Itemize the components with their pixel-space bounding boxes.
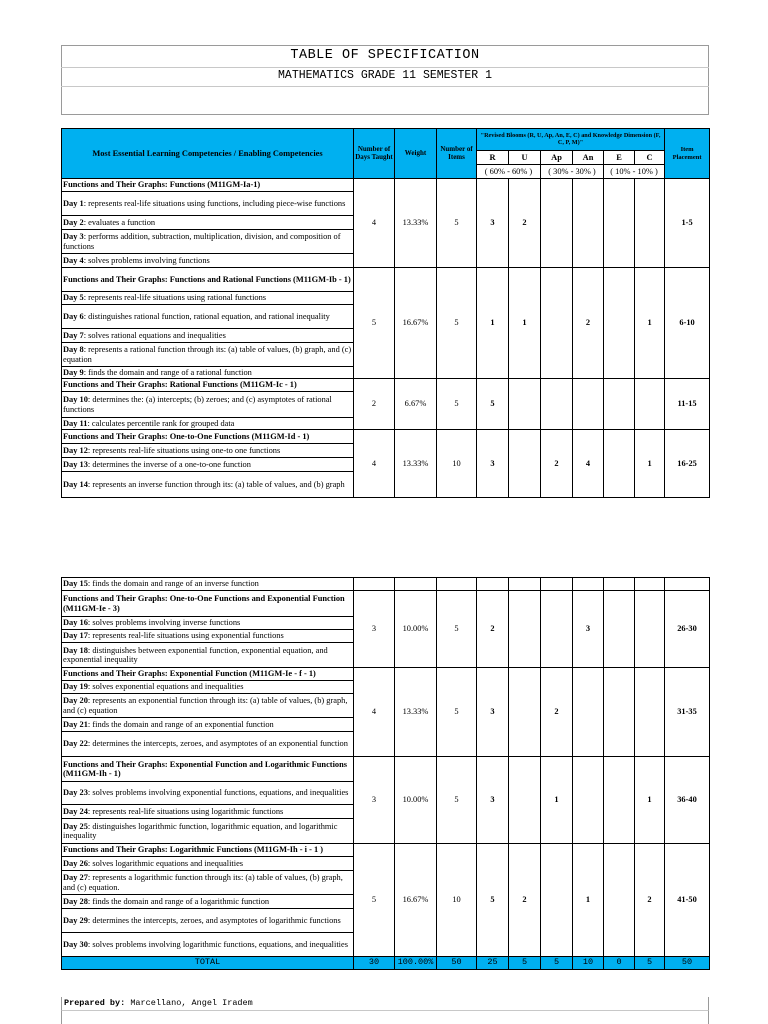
day-text: : solves exponential equations and inequalities <box>87 682 244 692</box>
competency-day <box>62 292 354 305</box>
empty-cell <box>395 578 437 591</box>
section-title: Functions and Their Graphs: Exponential Function (M11GM-Ie - f - 1) <box>62 668 354 681</box>
level-u <box>509 668 541 757</box>
day-label: Day 14 <box>63 479 88 489</box>
level-r: 3 <box>477 668 509 757</box>
day-label: Day 24 <box>63 806 88 816</box>
number-of-items: 10 <box>437 430 477 498</box>
table-row <box>62 379 710 392</box>
competency-day <box>62 805 354 819</box>
day-label: Day 3 <box>63 232 84 242</box>
day-text: : solves logarithmic equations and inequalities <box>87 858 244 868</box>
prepared-label: Prepared by: <box>64 998 126 1008</box>
item-placement: 36-40 <box>665 757 710 844</box>
level-ap: 1 <box>541 757 573 844</box>
level-an: 1 <box>573 844 604 957</box>
pct-average: ( 30% - 30% ) <box>541 165 604 179</box>
number-of-items: 5 <box>437 179 477 268</box>
days-taught: 2 <box>354 379 395 430</box>
day-label: Day 6 <box>63 311 84 321</box>
day-text: : finds the domain and range of a rational function <box>83 367 252 377</box>
section-title: Functions and Their Graphs: Exponential Function and Logarithmic Functions (M11GM-Ih - 1) <box>62 757 354 782</box>
day-label: Day 22 <box>63 739 88 749</box>
level-an <box>573 179 604 268</box>
number-of-items: 5 <box>437 668 477 757</box>
day-text: : solves problems involving inverse functions <box>87 618 241 628</box>
number-of-items: 5 <box>437 591 477 668</box>
day-text: : solves rational equations and inequalities <box>83 330 226 340</box>
competency-day <box>62 367 354 379</box>
level-r: 3 <box>477 757 509 844</box>
day-text: : distinguishes between exponential function, exponential equation, and exponential inequality <box>63 645 328 664</box>
day-label: Day 7 <box>63 330 84 340</box>
competency-day <box>62 782 354 805</box>
day-text: : represents an exponential function through its: (a) table of values, (b) graph, and (c) equation <box>63 696 348 715</box>
level-r: 1 <box>477 268 509 379</box>
number-of-items: 5 <box>437 379 477 430</box>
day-text: : distinguishes rational function, rational equation, and rational inequality <box>83 311 330 321</box>
day-text: : represents real-life situations using one-to one functions <box>87 445 281 455</box>
day-text: : calculates percentile rank for grouped data <box>87 418 235 428</box>
total-r: 25 <box>477 957 509 970</box>
section-title: Functions and Their Graphs: One-to-One Functions and Exponential Function (M11GM-Ie - 3) <box>62 591 354 617</box>
competency-day <box>62 343 354 367</box>
day-label: Day 26 <box>63 858 88 868</box>
day-label: Day 16 <box>63 618 88 628</box>
level-e <box>604 179 635 268</box>
competency-day <box>62 694 354 718</box>
item-placement: 41-50 <box>665 844 710 957</box>
total-u: 5 <box>509 957 541 970</box>
pct-easy: ( 60% - 60% ) <box>477 165 541 179</box>
level-e <box>604 430 635 498</box>
day-text: : represents real-life situations using logarithmic functions <box>87 806 284 816</box>
level-ap: Ap <box>541 151 573 165</box>
day-text: : represents real-life situations using exponential functions <box>87 631 284 641</box>
level-e: E <box>604 151 635 165</box>
empty-cell <box>635 578 665 591</box>
prepared-by <box>61 997 709 1011</box>
total-e: 0 <box>604 957 635 970</box>
weight: 6.67% <box>395 379 437 430</box>
day-label: Day 13 <box>63 459 88 469</box>
weight: 10.00% <box>395 757 437 844</box>
competency-day <box>62 732 354 757</box>
section-title: Functions and Their Graphs: Functions (M11GM-Ia-1) <box>62 179 354 192</box>
day-label: Day 12 <box>63 445 88 455</box>
day-text: : finds the domain and range of an exponential function <box>87 719 274 729</box>
day-text: : performs addition, subtraction, multiplication, division, and composition of functions <box>63 232 341 251</box>
page-gap <box>61 512 709 576</box>
day-label: Day 29 <box>63 915 88 925</box>
total-row <box>62 957 710 970</box>
day-text: : determines the intercepts, zeroes, and asymptotes of an exponential function <box>87 739 348 749</box>
total-items: 50 <box>437 957 477 970</box>
competency-day <box>62 192 354 216</box>
item-placement: 1-5 <box>665 179 710 268</box>
level-ap <box>541 268 573 379</box>
level-an <box>573 757 604 844</box>
competency-day <box>62 418 354 430</box>
total-label: TOTAL <box>62 957 354 970</box>
level-u: U <box>509 151 541 165</box>
competency-day <box>62 718 354 732</box>
level-c: 1 <box>635 430 665 498</box>
total-weight: 100.00% <box>395 957 437 970</box>
day-label: Day 11 <box>63 418 88 428</box>
competency-day <box>62 230 354 254</box>
pct-difficult: ( 10% - 10% ) <box>604 165 665 179</box>
table-row <box>62 179 710 192</box>
level-an: An <box>573 151 604 165</box>
day-label: Day 1 <box>63 198 84 208</box>
day-text: : finds the domain and range of an inverse function <box>87 579 259 589</box>
competency-day <box>62 216 354 230</box>
level-c <box>635 591 665 668</box>
day-text: : represents real-life situations using functions, including piece-wise functions <box>83 198 346 208</box>
level-u <box>509 430 541 498</box>
level-u: 2 <box>509 179 541 268</box>
day-label: Day 18 <box>63 645 88 655</box>
competency-day <box>62 578 354 591</box>
level-u <box>509 379 541 430</box>
level-an <box>573 668 604 757</box>
level-c <box>635 668 665 757</box>
competency-day <box>62 630 354 643</box>
competency-day <box>62 458 354 472</box>
competency-day <box>62 643 354 668</box>
header-competencies: Most Essential Learning Competencies / Enabling Competencies <box>62 129 354 179</box>
level-an: 3 <box>573 591 604 668</box>
specification-table-part-1 <box>61 128 710 498</box>
competency-day <box>62 444 354 458</box>
prepared-name: Marcellano, Angel Iradem <box>125 998 253 1008</box>
divider <box>61 67 709 68</box>
competency-day <box>62 819 354 844</box>
level-e <box>604 757 635 844</box>
item-placement: 31-35 <box>665 668 710 757</box>
section-title: Functions and Their Graphs: Functions and Rational Functions (M11GM-Ib - 1) <box>62 268 354 292</box>
empty-cell <box>541 578 573 591</box>
day-label: Day 5 <box>63 293 84 303</box>
day-label: Day 8 <box>63 345 84 355</box>
day-label: Day 17 <box>63 631 88 641</box>
competency-day <box>62 895 354 909</box>
level-u: 1 <box>509 268 541 379</box>
table-row <box>62 844 710 857</box>
total-days: 30 <box>354 957 395 970</box>
weight: 13.33% <box>395 668 437 757</box>
empty-row <box>61 1011 709 1024</box>
divider <box>61 86 709 87</box>
level-u <box>509 591 541 668</box>
day-label: Day 20 <box>63 696 88 706</box>
level-r: 3 <box>477 430 509 498</box>
level-r: R <box>477 151 509 165</box>
day-label: Day 4 <box>63 255 84 265</box>
empty-cell <box>604 578 635 591</box>
header-revised-blooms: "Revised Blooms (R, U, Ap, An, E, C) and Knowledge Dimension (F, C, P, M)" <box>477 129 665 151</box>
section-title: Functions and Their Graphs: One-to-One Functions (M11GM-Id - 1) <box>62 430 354 444</box>
table-row <box>62 268 710 292</box>
level-ap: 2 <box>541 668 573 757</box>
day-text: : represents a rational function through its: (a) table of values, (b) graph, and (c) equation <box>63 345 352 364</box>
day-text: : determines the intercepts, zeroes, and asymptotes of logarithmic functions <box>87 915 341 925</box>
level-e <box>604 379 635 430</box>
day-text: : evaluates a function <box>83 217 156 227</box>
days-taught: 5 <box>354 844 395 957</box>
total-c: 5 <box>635 957 665 970</box>
day-text: : determines the inverse of a one-to-one function <box>87 459 251 469</box>
day-text: : finds the domain and range of a logarithmic function <box>87 896 270 906</box>
level-e <box>604 591 635 668</box>
number-of-items: 5 <box>437 757 477 844</box>
header-days-taught: Number of Days Taught <box>354 129 395 179</box>
level-c: 1 <box>635 268 665 379</box>
level-r: 2 <box>477 591 509 668</box>
day-label: Day 19 <box>63 682 88 692</box>
table-row <box>62 591 710 617</box>
day-text: : distinguishes logarithmic function, logarithmic equation, and logarithmic inequality <box>63 821 338 840</box>
competency-day <box>62 305 354 329</box>
level-an: 4 <box>573 430 604 498</box>
level-c <box>635 179 665 268</box>
day-text: : solves problems involving logarithmic functions, equations, and inequalities <box>87 939 348 949</box>
days-taught: 5 <box>354 268 395 379</box>
day-label: Day 30 <box>63 939 88 949</box>
empty-cell <box>665 578 710 591</box>
level-u: 2 <box>509 844 541 957</box>
day-text: : represents real-life situations using rational functions <box>83 293 267 303</box>
days-taught: 3 <box>354 591 395 668</box>
header-number-of-items: Number of Items <box>437 129 477 179</box>
weight: 16.67% <box>395 844 437 957</box>
days-taught: 4 <box>354 179 395 268</box>
day-text: : represents an inverse function through its: (a) table of values, and (b) graph <box>87 479 345 489</box>
empty-cell <box>477 578 509 591</box>
empty-cell <box>354 578 395 591</box>
competency-day <box>62 871 354 895</box>
table-row <box>62 430 710 444</box>
weight: 13.33% <box>395 430 437 498</box>
level-ap <box>541 179 573 268</box>
item-placement: 16-25 <box>665 430 710 498</box>
level-r: 5 <box>477 844 509 957</box>
day-label: Day 9 <box>63 367 84 377</box>
competency-day <box>62 909 354 933</box>
level-ap <box>541 591 573 668</box>
level-e <box>604 844 635 957</box>
empty-cell <box>573 578 604 591</box>
level-u <box>509 757 541 844</box>
competency-day <box>62 857 354 871</box>
days-taught: 3 <box>354 757 395 844</box>
competency-day <box>62 329 354 343</box>
level-c <box>635 379 665 430</box>
level-an: 2 <box>573 268 604 379</box>
day-text: : solves problems involving functions <box>83 255 210 265</box>
level-ap: 2 <box>541 430 573 498</box>
day-text: : determines the: (a) intercepts; (b) zeroes; and (c) asymptotes of rational functions <box>63 395 332 414</box>
level-c: 2 <box>635 844 665 957</box>
number-of-items: 10 <box>437 844 477 957</box>
weight: 13.33% <box>395 179 437 268</box>
weight: 16.67% <box>395 268 437 379</box>
number-of-items: 5 <box>437 268 477 379</box>
day-text: : solves problems involving exponential functions, equations, and inequalities <box>87 788 349 798</box>
competency-day <box>62 933 354 957</box>
specification-table-part-2 <box>61 577 710 970</box>
day-label: Day 23 <box>63 788 88 798</box>
level-e <box>604 668 635 757</box>
weight: 10.00% <box>395 591 437 668</box>
competency-day <box>62 617 354 630</box>
level-an <box>573 379 604 430</box>
section-title: Functions and Their Graphs: Rational Functions (M11GM-Ic - 1) <box>62 379 354 392</box>
level-ap <box>541 844 573 957</box>
day-label: Day 28 <box>63 896 88 906</box>
level-c: 1 <box>635 757 665 844</box>
table-row <box>62 757 710 782</box>
total-an: 10 <box>573 957 604 970</box>
day-text: : represents a logarithmic function through its: (a) table of values, (b) graph, and (c) equation. <box>63 873 343 892</box>
day-label: Day 2 <box>63 217 84 227</box>
day-label: Day 15 <box>63 579 88 589</box>
section-title: Functions and Their Graphs: Logarithmic Functions (M11GM-Ih - i - 1 ) <box>62 844 354 857</box>
day-label: Day 27 <box>63 873 88 883</box>
item-placement: 6-10 <box>665 268 710 379</box>
days-taught: 4 <box>354 430 395 498</box>
days-taught: 4 <box>354 668 395 757</box>
level-e <box>604 268 635 379</box>
empty-cell <box>509 578 541 591</box>
day-label: Day 10 <box>63 395 88 405</box>
competency-day <box>62 472 354 498</box>
total-ap: 5 <box>541 957 573 970</box>
header-weight: Weight <box>395 129 437 179</box>
competency-day <box>62 392 354 418</box>
doc-subtitle: MATHEMATICS GRADE 11 SEMESTER 1 <box>278 69 492 82</box>
level-c: C <box>635 151 665 165</box>
level-ap <box>541 379 573 430</box>
day-label: Day 21 <box>63 719 88 729</box>
total-placement: 50 <box>665 957 710 970</box>
competency-day <box>62 681 354 694</box>
day-label: Day 25 <box>63 821 88 831</box>
level-r: 5 <box>477 379 509 430</box>
table-row <box>62 668 710 681</box>
header-item-placement: Item Placement <box>665 129 710 179</box>
empty-cell <box>437 578 477 591</box>
level-r: 3 <box>477 179 509 268</box>
item-placement: 26-30 <box>665 591 710 668</box>
competency-day <box>62 254 354 268</box>
doc-title: TABLE OF SPECIFICATION <box>290 48 480 63</box>
item-placement: 11-15 <box>665 379 710 430</box>
